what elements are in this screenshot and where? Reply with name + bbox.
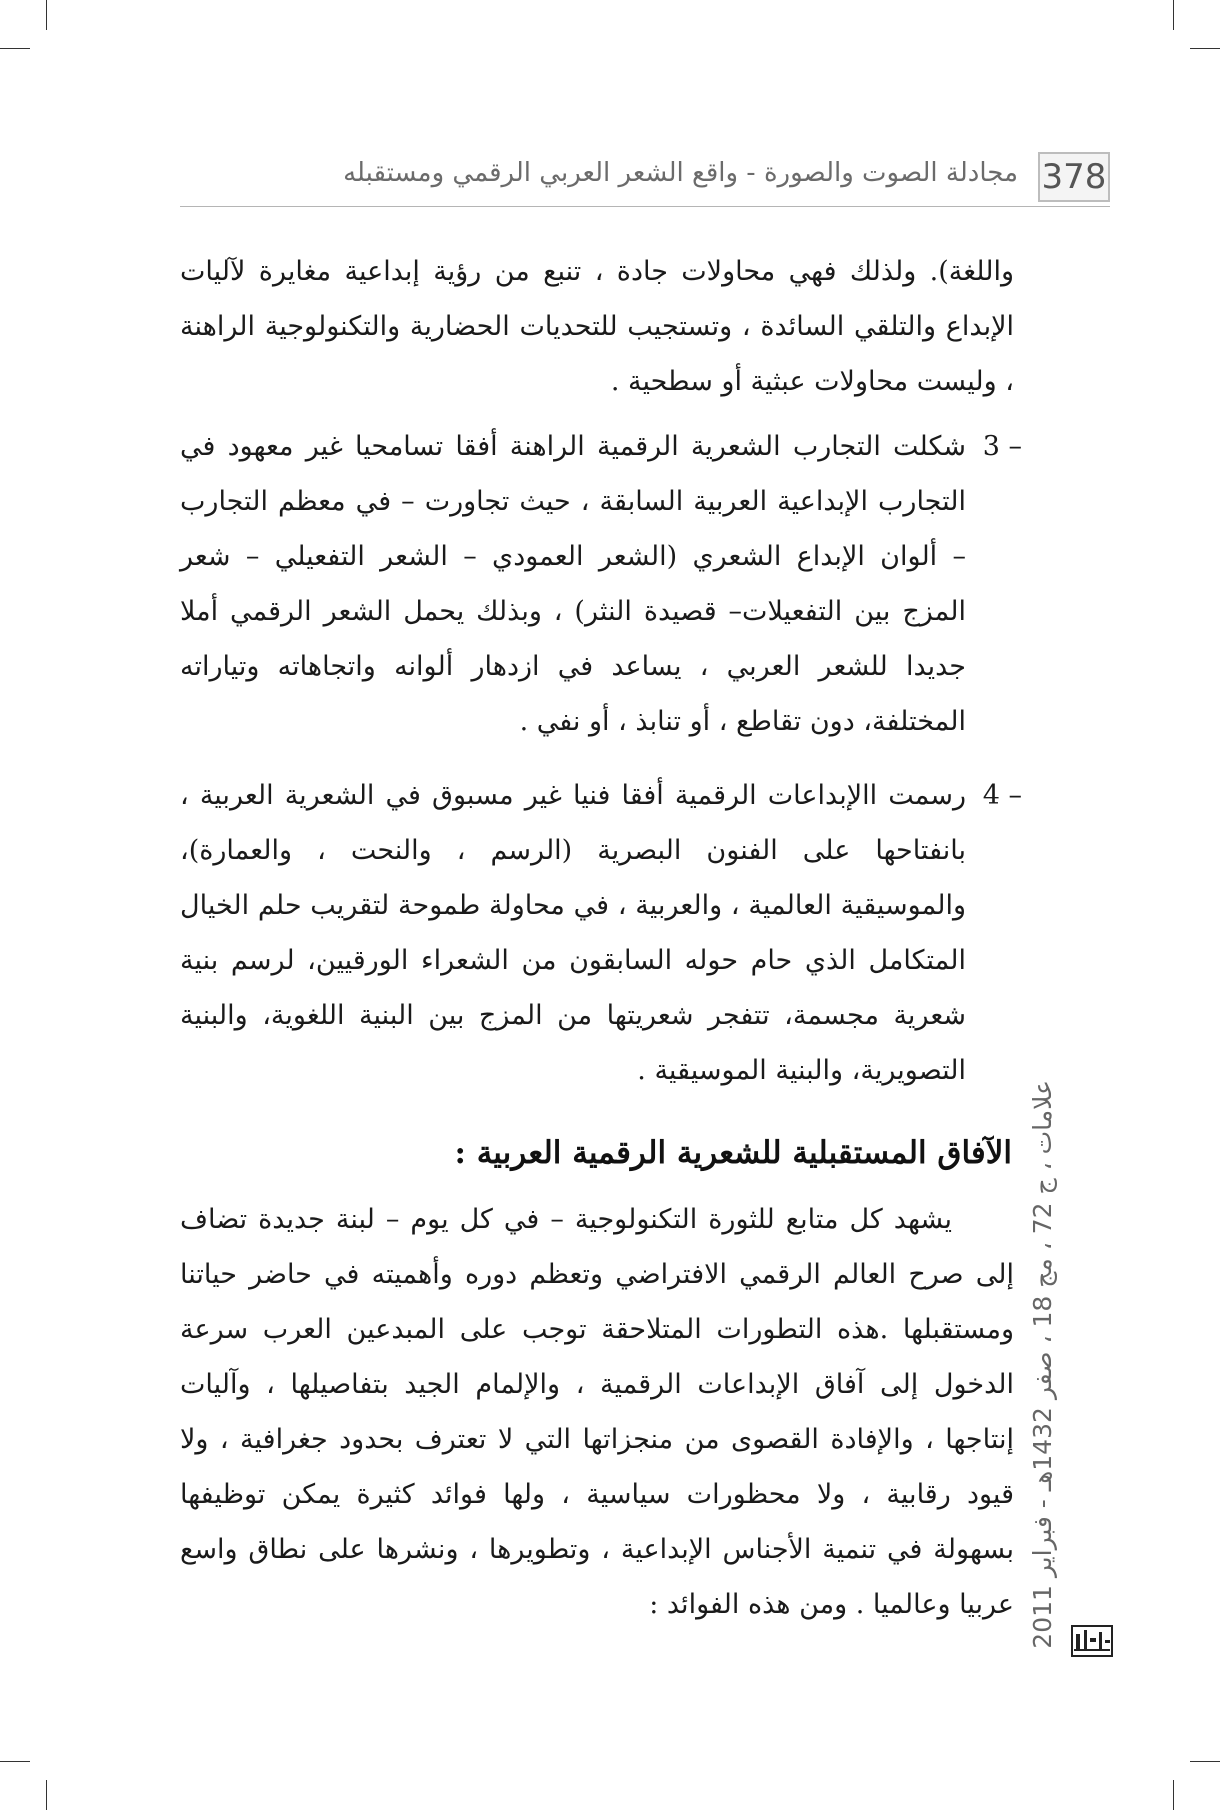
page-header: [180, 152, 1110, 207]
page-number: 378: [1038, 152, 1110, 202]
crop-mark: [0, 48, 30, 49]
crop-mark: [46, 1780, 47, 1810]
intro-paragraph-block: [180, 244, 1014, 409]
list-item-3: [180, 419, 1022, 749]
section-heading: الآفاق المستقبلية للشعرية الرقمية العربية :: [454, 1135, 1012, 1171]
running-title: مجادلة الصوت والصورة - واقع الشعر العربي الرقمي ومستقبله: [343, 158, 1018, 188]
crop-mark: [1190, 1761, 1220, 1762]
list-item-text: رسمت االإبداعات الرقمية أفقا فنيا غير مسبوق في الشعرية العربية ، بانفتاحها على الفنون البصرية (الرسم ، والنحت ، والعمارة)، والموسيقية العالمية ، والعربية ، في محاولة طموحة لتقريب حلم الخيال المتكامل الذي حام حوله السابقون من الشعراء الورقيين، لرسم بنية شعرية مجسمة، تتفجر شعريتها من المزج بين البنية اللغوية، والبنية التصويرية، والبنية الموسيقية .: [180, 780, 966, 1086]
crop-mark: [1173, 0, 1174, 30]
crop-mark: [1190, 48, 1220, 49]
crop-mark: [1173, 1780, 1174, 1810]
list-number: 4 –: [982, 780, 1022, 811]
list-item-text: شكلت التجارب الشعرية الرقمية الراهنة أفقا تسامحيا غير معهود في التجارب الإبداعية العربية السابقة ، حيث تجاورت – في معظم التجارب – ألوان الإبداع الشعري (الشعر العمودي – الشعر التفعيلي – شعر المزج بين التفعيلات– قصيدة النثر) ، وبذلك يحمل الشعر الرقمي أملا جديدا للشعر العربي ، يساعد في ازدهار ألوانه واتجاهاته وتياراته المختلفة، دون تقاطع ، أو تنابذ ، أو نفي .: [180, 431, 966, 737]
crop-mark: [0, 1761, 30, 1762]
crop-mark: [46, 0, 47, 30]
journal-logo-icon: [1070, 1620, 1114, 1664]
list-item-4: [180, 768, 1022, 1098]
intro-paragraph: واللغة). ولذلك فهي محاولات جادة ، تنبع من رؤية إبداعية مغايرة لآليات الإبداع والتلقي السائدة ، وتستجيب للتحديات الحضارية والتكنولوجية الراهنة ، وليست محاولات عبثية أو سطحية .: [180, 256, 1014, 397]
list-number: 3 –: [982, 431, 1022, 462]
journal-info: علامات ، ج 72 ، مج 18 ، صفر 1432هـ - فبراير 2011: [1028, 1080, 1057, 1649]
future-paragraph: يشهد كل متابع للثورة التكنولوجية – في كل يوم – لبنة جديدة تضاف إلى صرح العالم الرقمي الافتراضي وتعظم دوره وأهميته في حاضر حياتنا ومستقبلها .هذه التطورات المتلاحقة توجب على المبدعين العرب سرعة الدخول إلى آفاق الإبداعات الرقمية ، والإلمام الجيد بتفاصيلها ، وآليات إنتاجها ، والإفادة القصوى من منجزاتها التي لا تعترف بحدود جغرافية ، ولا قيود رقابية ، ولا محظورات سياسية ، ولها فوائد كثيرة يمكن توظيفها بسهولة في تنمية الأجناس الإبداعية ، وتطويرها ، ونشرها على نطاق واسع عربيا وعالميا . ومن هذه الفوائد :: [180, 1204, 1014, 1620]
future-paragraph-block: [180, 1192, 1014, 1632]
